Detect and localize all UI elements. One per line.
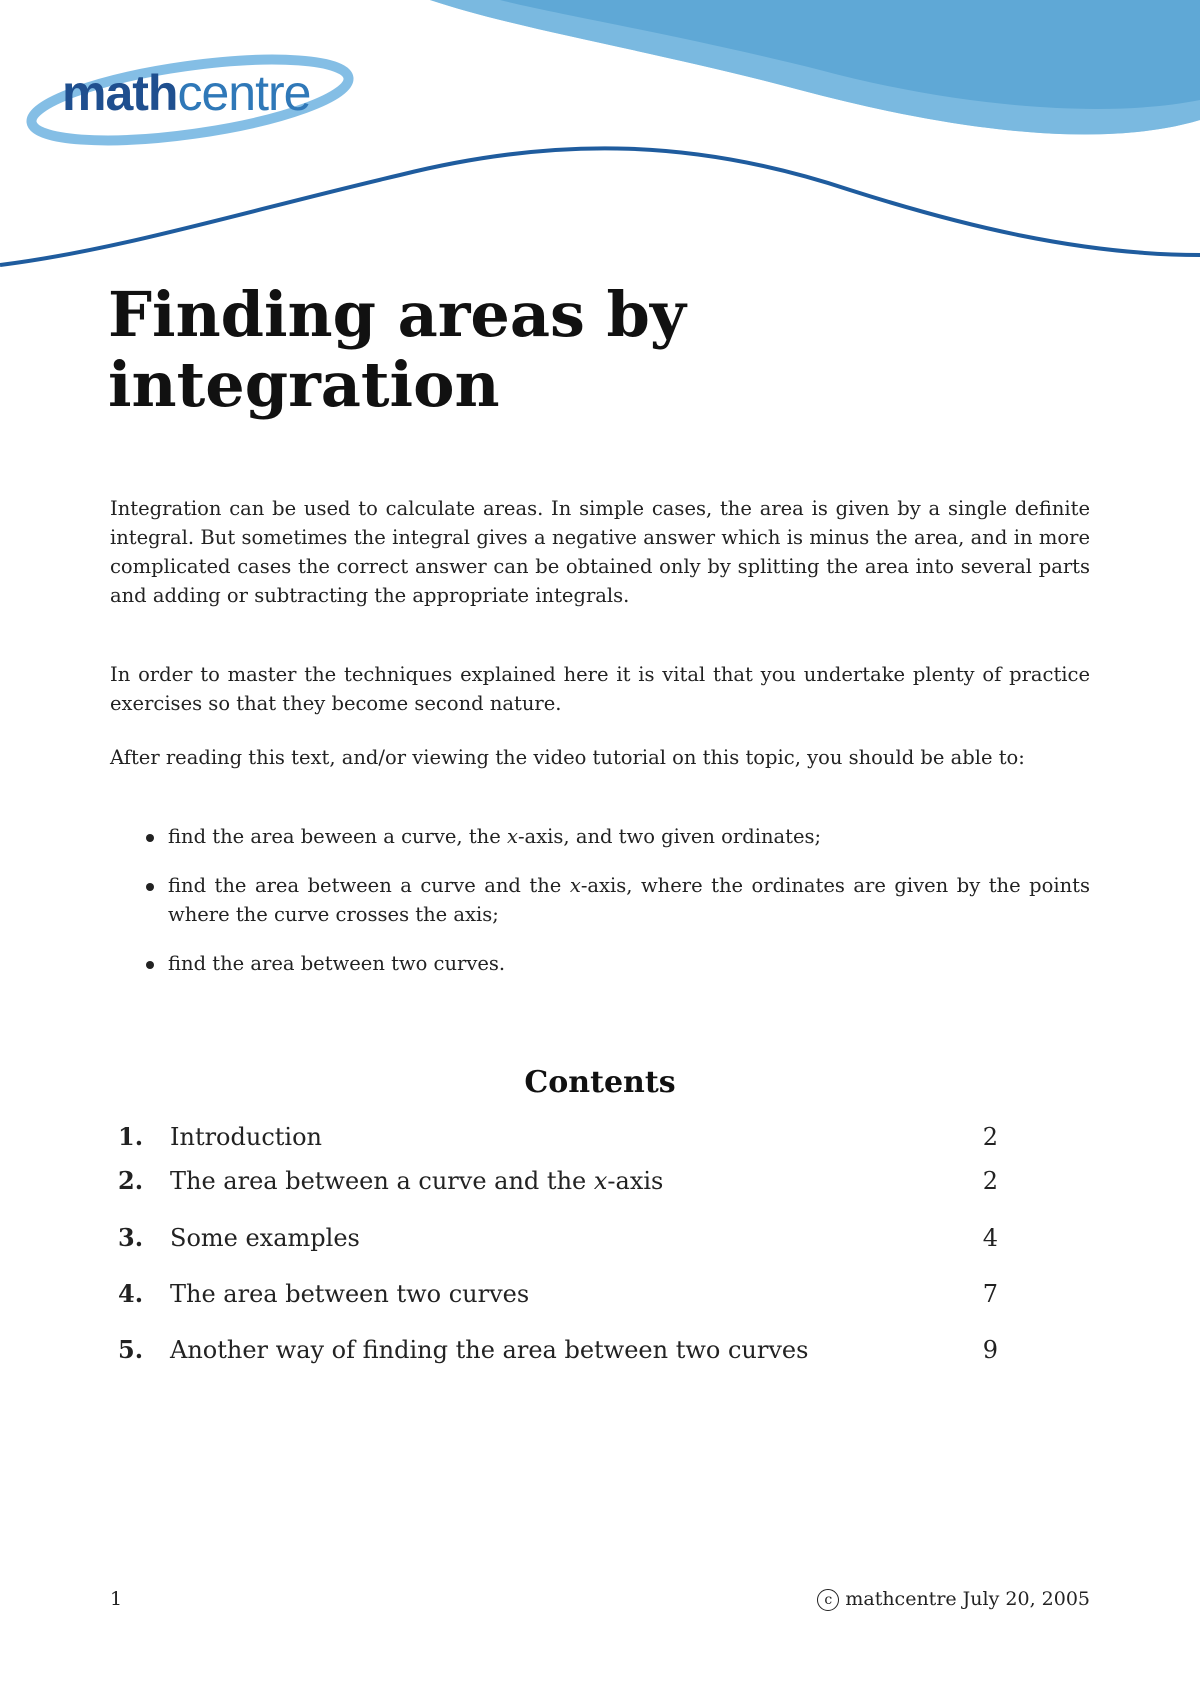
- intro-paragraph-3: After reading this text, and/or viewing the video tutorial on this topic, you should be able to:: [110, 746, 1025, 769]
- intro-paragraph-1: Integration can be used to calculate areas. In simple cases, the area is given by a single definite integral. But sometimes the integral gives a negative answer which is minus the area, and in more complicated cases the correct answer can be obtained only by splitting the area into several parts and adding or subtracting the appropriate integrals.: [110, 497, 1090, 607]
- mathcentre-logo: [62, 65, 311, 121]
- copyright-icon: c: [817, 1589, 839, 1611]
- toc-item-label: The area between a curve and the x-axis: [170, 1167, 664, 1195]
- toc-item[interactable]: [118, 1122, 998, 1152]
- toc-item-number: 4.: [118, 1279, 144, 1308]
- contents-heading: Contents: [524, 1065, 676, 1100]
- page-number: 1: [110, 1588, 123, 1610]
- bullet-icon: [146, 961, 154, 969]
- toc-item-label: Some examples: [170, 1224, 360, 1252]
- toc-item-number: 5.: [118, 1335, 144, 1364]
- title-line-1: Finding areas by: [108, 278, 686, 351]
- toc-item-page: 9: [982, 1336, 998, 1364]
- toc-item[interactable]: [118, 1335, 998, 1365]
- toc-item-page: 2: [982, 1167, 998, 1195]
- header-wave-banner: [0, 0, 1200, 280]
- bullet-icon: [146, 834, 154, 842]
- list-item: find the area between a curve and the x-axis, where the ordinates are given by the points where the curve crosses the axis;: [110, 871, 1090, 929]
- copyright-text: mathcentre July 20, 2005: [845, 1588, 1090, 1610]
- toc-item[interactable]: [118, 1279, 998, 1309]
- toc-item[interactable]: [118, 1223, 998, 1253]
- toc-item-page: 4: [982, 1224, 998, 1252]
- toc-item-label: The area between two curves: [170, 1280, 530, 1308]
- toc-item-number: 1.: [118, 1122, 144, 1151]
- toc-item-page: 2: [982, 1123, 998, 1151]
- title-line-2: integration: [108, 348, 500, 421]
- list-item: find the area between two curves.: [110, 949, 1090, 978]
- page-title: [108, 280, 908, 420]
- intro-paragraph-2: In order to master the techniques explained here it is vital that you undertake plenty of practice exercises so that they become second nature.: [110, 663, 1090, 715]
- table-of-contents: [118, 1122, 998, 1364]
- toc-item-label: Another way of finding the area between two curves: [170, 1336, 809, 1364]
- logo-text-centre: centre: [177, 65, 311, 121]
- toc-item[interactable]: [118, 1166, 998, 1196]
- toc-item-label: Introduction: [170, 1123, 322, 1151]
- toc-item-page: 7: [982, 1280, 998, 1308]
- list-item: find the area beween a curve, the x-axis, and two given ordinates;: [110, 822, 1090, 851]
- copyright-notice: [817, 1588, 1090, 1611]
- header-wave-line: [0, 148, 1200, 265]
- toc-item-number: 2.: [118, 1166, 144, 1195]
- bullet-icon: [146, 883, 154, 891]
- toc-item-number: 3.: [118, 1223, 144, 1252]
- logo-text-math: math: [62, 65, 178, 121]
- learning-objectives-list: [110, 822, 1090, 998]
